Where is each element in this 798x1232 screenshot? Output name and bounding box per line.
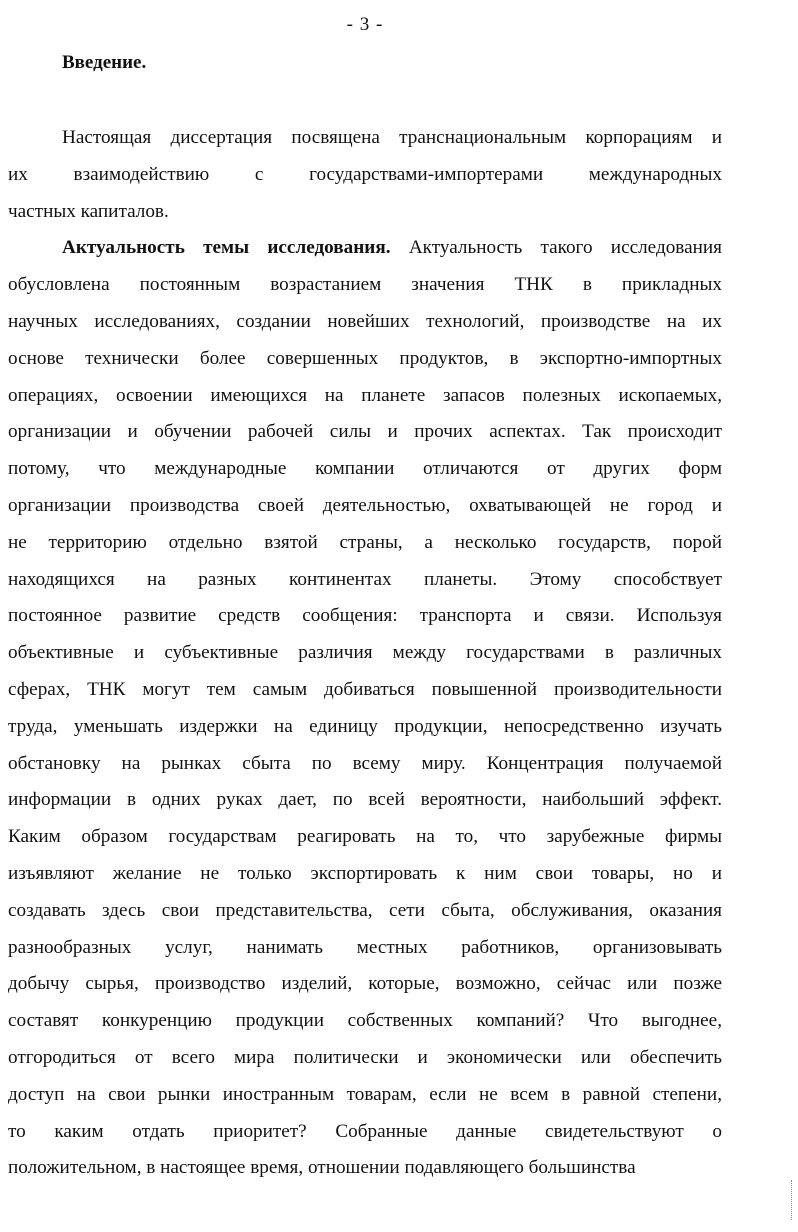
paragraph-2-line: основе технически более совершенных продуктов, в экспортно-импортных [8, 347, 722, 369]
paragraph-2-first-line-rest: Актуальность такого исследования [390, 237, 722, 259]
page-number: - 3 - [346, 14, 384, 35]
paragraph-2-line: создавать здесь свои представительства, сети сбыта, обслуживания, оказания [8, 899, 722, 921]
paragraph-2-line: организации и обучении рабочей силы и прочих аспектах. Так происходит [8, 421, 722, 443]
paragraph-2-line: научных исследованиях, создании новейших технологий, производстве на их [8, 310, 722, 332]
paragraph-2-line: положительном, в настоящее время, отношении подавляющего большинства [8, 1157, 636, 1179]
paragraph-2-line: доступ на свои рынки иностранным товарам, если не всем в равной степени, [8, 1083, 722, 1105]
paragraph-2-line: то каким отдать приоритет? Собранные данные свидетельствуют о [8, 1120, 722, 1142]
paragraph-2-line: Каким образом государствам реагировать на то, что зарубежные фирмы [8, 826, 722, 848]
paragraph-2-line: информации в одних руках дает, по всей вероятности, наибольший эффект. [8, 789, 722, 811]
paragraph-2-line: организации производства своей деятельностью, охватывающей не город и [8, 494, 722, 516]
paragraph-2-line: не территорию отдельно взятой страны, а несколько государств, порой [8, 531, 722, 553]
paragraph-1-line: их взаимодействию с государствами-импортерами международных [8, 163, 722, 185]
paragraph-2-line: отгородиться от всего мира политически и экономически или обеспечить [8, 1046, 722, 1068]
paragraph-2-line: объективные и субъективные различия между государствами в различных [8, 642, 722, 664]
paragraph-2-line: разнообразных услуг, нанимать местных работников, организовывать [8, 936, 722, 958]
paragraph-2-line: составят конкуренцию продукции собственных компаний? Что выгоднее, [8, 1010, 722, 1032]
paragraph-2-line: обстановку на рынках сбыта по всему миру. Концентрация получаемой [8, 752, 722, 774]
paragraph-2-line: сферах, ТНК могут тем самым добиваться повышенной производительности [8, 678, 722, 700]
paragraph-2-line: операциях, освоении имеющихся на планете запасов полезных ископаемых, [8, 384, 722, 406]
scan-edge-mark [791, 1180, 798, 1220]
paragraph-1-line: Настоящая диссертация посвящена транснациональным корпорациям и [62, 127, 722, 148]
paragraph-2-line: обусловлена постоянным возрастанием значения ТНК в прикладных [8, 274, 722, 296]
paragraph-2-line: труда, уменьшать издержки на единицу продукции, непосредственно изучать [8, 715, 722, 737]
body-text [8, 120, 722, 1187]
paragraph-1-line: частных капиталов. [8, 200, 169, 222]
paragraph-2-line: находящихся на разных континентах планеты. Этому способствует [8, 568, 722, 590]
paragraph-2-first-line [8, 230, 722, 267]
paragraph-2-line: постоянное развитие средств сообщения: транспорта и связи. Используя [8, 605, 722, 627]
paragraph-2-line: изъявляют желание не только экспортировать к ним свои товары, но и [8, 862, 722, 884]
paragraph-2-lead: Актуальность темы исследования. [62, 237, 391, 259]
section-heading: Введение. [62, 52, 147, 73]
paragraph-2-line: потому, что международные компании отличаются от других форм [8, 458, 722, 480]
paragraph-2-line: добычу сырья, производство изделий, которые, возможно, сейчас или позже [8, 973, 722, 995]
